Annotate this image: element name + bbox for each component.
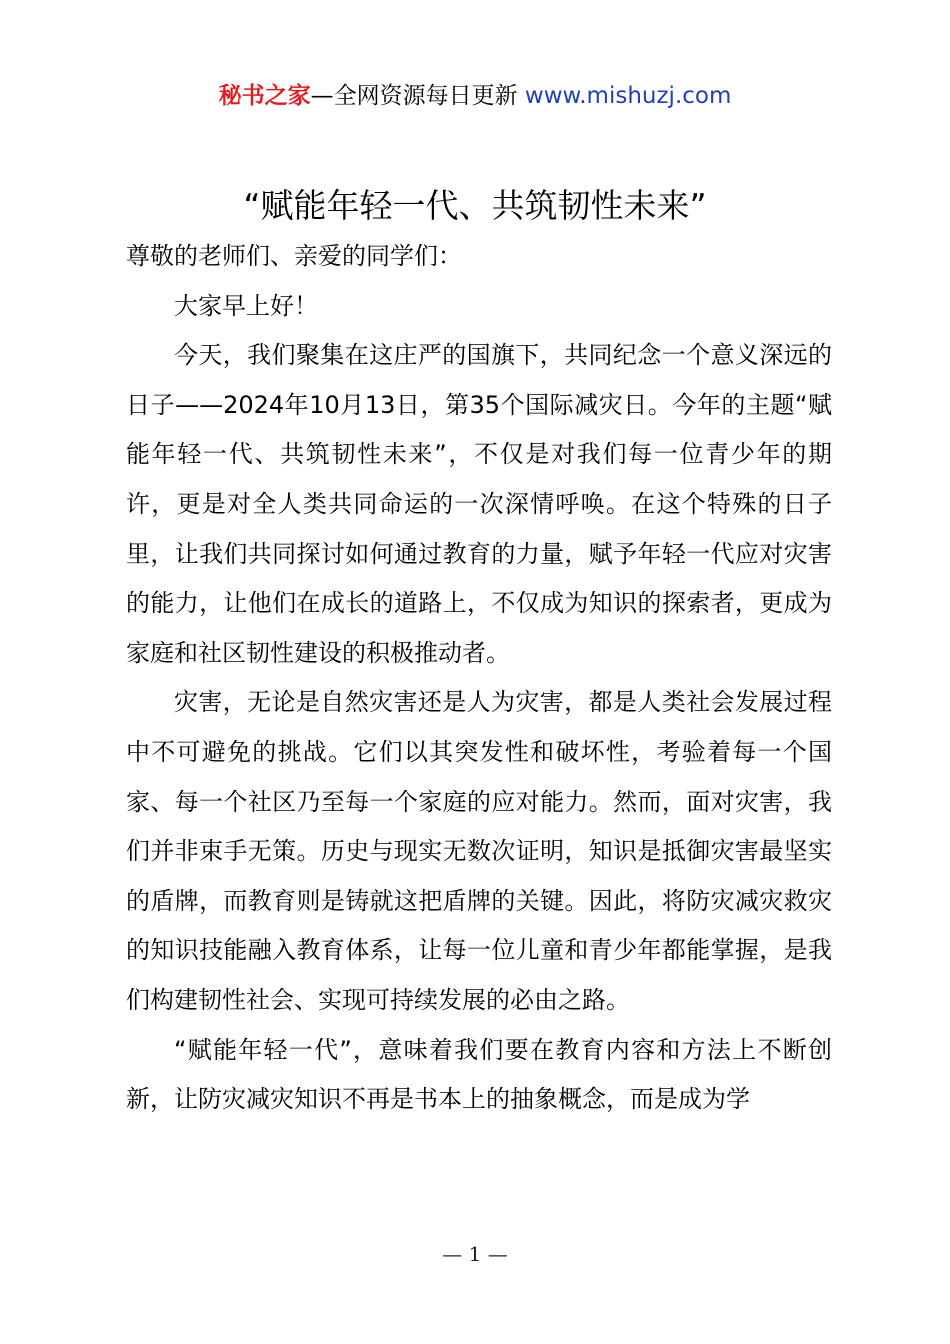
paragraph-disasters: 灾害，无论是自然灾害还是人为灾害，都是人类社会发展过程中不可避免的挑战。它们以其突发性和破坏性，考验着每一个国家、每一个社区乃至每一个家庭的应对能力。然而，面对灾害，我们并非束手无策。历史与现实无数次证明，知识是抵御灾害最坚实的盾牌，而教育则是铸就这把盾牌的关键。因此，将防灾减灾救灾的知识技能融入教育体系，让每一位儿童和青少年都能掌握，是我们构建韧性社会、实现可持续发展的必由之路。 (126, 688, 832, 1014)
site-brand: 秘书之家 (218, 83, 311, 109)
paragraph-intro: 今天，我们聚集在这庄严的国旗下，共同纪念一个意义深远的日子——2024年10月13日，第35个国际减灾日。今年的主题“赋能年轻一代、共筑韧性未来”，不仅是对我们每一位青少年的期许，更是对全人类共同命运的一次深情呼唤。在这个特殊的日子里，让我们共同探讨如何通过教育的力量，赋予年轻一代应对灾害的能力，让他们在成长的道路上，不仅成为知识的探索者，更成为家庭和社区韧性建设的积极推动者。 (126, 341, 832, 667)
paragraph-greeting: 大家早上好！ (174, 291, 318, 320)
document-title: “赋能年轻一代、共筑韧性未来” (243, 186, 707, 225)
page-number: — 1 — (442, 1242, 508, 1266)
site-url-link[interactable]: www.mishuzj.com (524, 83, 732, 109)
document-body (126, 232, 832, 1125)
paragraph-empower: “赋能年轻一代”，意味着我们要在教育内容和方法上不断创新，让防灾减灾知识不再是书本上的抽象概念，而是成为学 (126, 1035, 832, 1114)
site-tagline: —全网资源每日更新 (310, 83, 518, 109)
salutation: 尊敬的老师们、亲爱的同学们： (126, 242, 462, 270)
site-header (0, 80, 950, 112)
